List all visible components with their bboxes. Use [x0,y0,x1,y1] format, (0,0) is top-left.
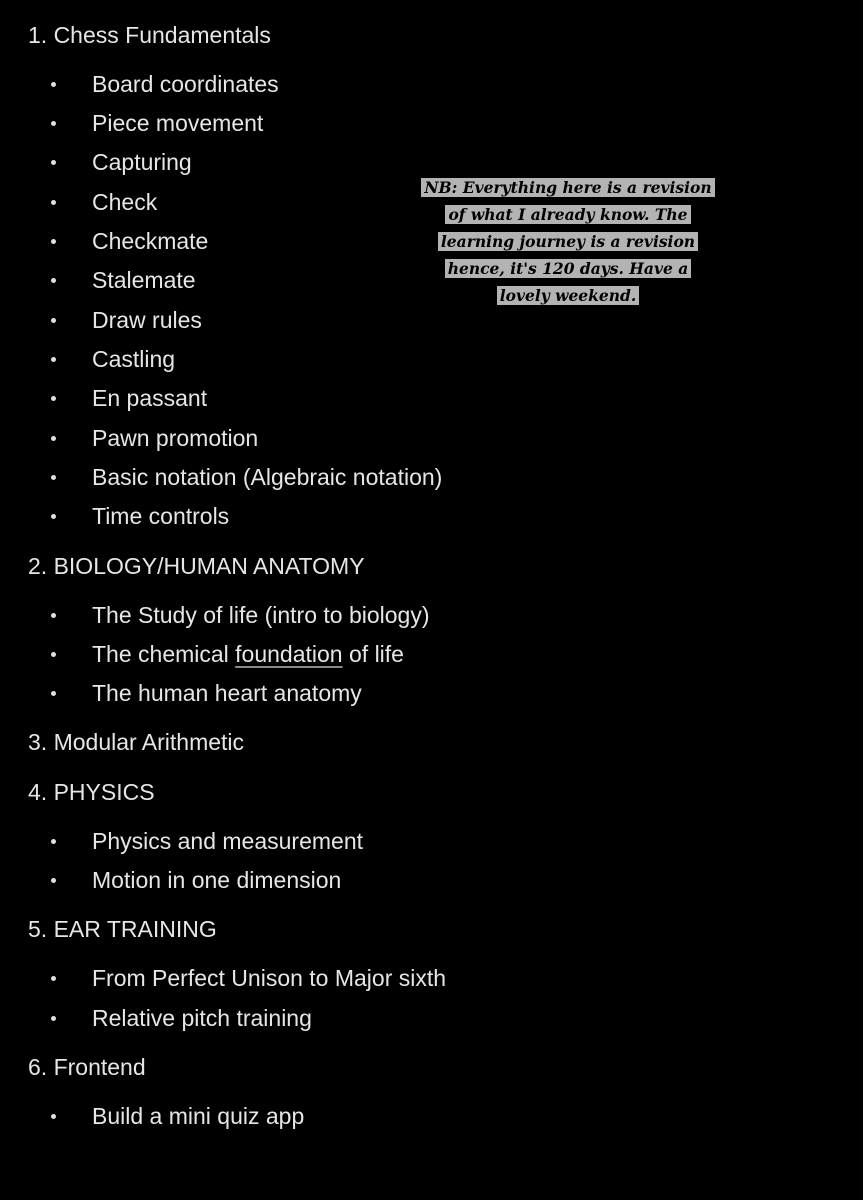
bullet-dot-icon [51,652,56,657]
list-item: Basic notation (Algebraic notation) [0,463,600,491]
bullet-dot-icon [51,436,56,441]
section-heading-modular-arithmetic: 3. Modular Arithmetic [28,729,245,755]
list-item: Checkmate [0,227,600,255]
section-heading-frontend: 6. Frontend [28,1054,146,1080]
list-item: From Perfect Unison to Major sixth [0,964,600,992]
bullet-dot-icon [51,396,56,401]
list-item: Capturing [0,148,600,176]
list-item: Physics and measurement [0,827,600,855]
bullet-dot-icon [51,82,56,87]
note-line: lovely weekend. [412,282,724,309]
section-heading-biology: 2. BIOLOGY/HUMAN ANATOMY [28,553,365,579]
bullet-dot-icon [51,878,56,883]
note-line: learning journey is a revision [412,228,724,255]
bullet-dot-icon [51,200,56,205]
bullet-dot-icon [51,121,56,126]
bullet-dot-icon [51,278,56,283]
bullet-dot-icon [51,839,56,844]
bullet-dot-icon [51,357,56,362]
list-item: Castling [0,345,600,373]
list-item: The human heart anatomy [0,679,600,707]
bullet-dot-icon [51,514,56,519]
bullet-dot-icon [51,1114,56,1119]
bullet-dot-icon [51,318,56,323]
list-item: Pawn promotion [0,424,600,452]
bullet-dot-icon [51,475,56,480]
note-line: hence, it's 120 days. Have a [412,255,724,282]
note-line: NB: Everything here is a revision [412,174,724,201]
bullet-dot-icon [51,691,56,696]
list-item: Board coordinates [0,70,600,98]
bullet-dot-icon [51,1016,56,1021]
section-heading-physics: 4. PHYSICS [28,779,155,805]
list-item: En passant [0,384,600,412]
list-item: Build a mini quiz app [0,1102,600,1130]
list-item: Piece movement [0,109,600,137]
list-item: The Study of life (intro to biology) [0,601,600,629]
list-item: Draw rules [0,306,600,334]
list-item: The chemical foundation of life [0,640,600,668]
section-heading-chess: 1. Chess Fundamentals [28,22,271,48]
note-line: of what I already know. The [412,201,724,228]
list-item: Stalemate [0,266,600,294]
list-item: Motion in one dimension [0,866,600,894]
bullet-dot-icon [51,239,56,244]
list-item: Time controls [0,502,600,530]
revision-note [412,174,724,309]
list-item: Relative pitch training [0,1004,600,1032]
list-item: Check [0,188,600,216]
bullet-dot-icon [51,613,56,618]
underlined-word: foundation [235,641,343,667]
bullet-dot-icon [51,976,56,981]
section-heading-ear-training: 5. EAR TRAINING [28,916,217,942]
bullet-dot-icon [51,160,56,165]
